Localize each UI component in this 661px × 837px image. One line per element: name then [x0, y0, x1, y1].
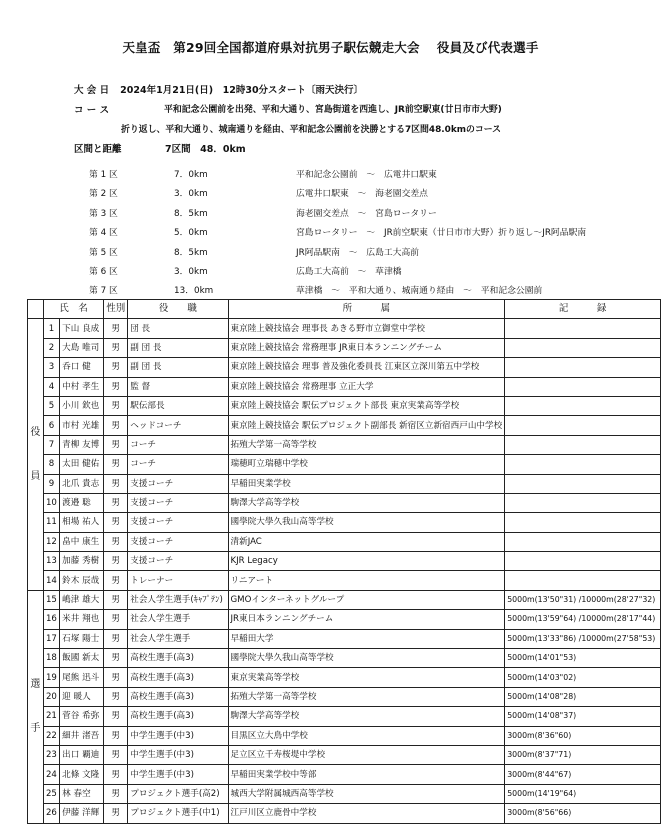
row-number: 15 — [43, 590, 59, 609]
table-row — [28, 319, 661, 338]
person-sex: 男 — [104, 707, 128, 726]
person-record — [505, 474, 661, 493]
table-row — [28, 513, 661, 532]
table-row — [28, 358, 661, 377]
section-name: 第 1 区 — [89, 170, 118, 180]
person-role: プロジェクト選手(高2) — [128, 784, 228, 803]
event-date-row — [74, 82, 363, 96]
table-row — [28, 629, 661, 648]
section-distance: 8．5km — [174, 247, 208, 258]
person-sex: 男 — [104, 513, 128, 532]
person-name: 飯國 新太 — [60, 649, 104, 668]
person-role: プロジェクト選手(中1) — [128, 804, 228, 823]
section-route: 宮島ロータリー ～ JR前空駅東（廿日市市大野）折り返し～JR阿品駅南 — [296, 228, 587, 239]
person-sex: 男 — [104, 784, 128, 803]
row-number: 22 — [43, 726, 59, 745]
person-affiliation: 江戸川区立鹿骨中学校 — [228, 804, 505, 823]
row-number: 21 — [43, 707, 59, 726]
section-route: JR阿品駅南 ～ 広島工大高前 — [296, 247, 420, 258]
roster-table — [27, 299, 661, 824]
person-role: トレーナー — [128, 571, 228, 590]
person-affiliation: 城西大学附属城西高等学校 — [228, 784, 505, 803]
person-sex: 男 — [104, 474, 128, 493]
person-name: 米井 翔也 — [60, 610, 104, 629]
row-number: 8 — [43, 455, 59, 474]
person-name: 鈴木 辰哉 — [60, 571, 104, 590]
person-role: 高校生選手(高3) — [128, 668, 228, 687]
header-role: 役 職 — [128, 300, 228, 319]
person-affiliation: 清新JAC — [228, 532, 505, 551]
person-sex: 男 — [104, 377, 128, 396]
row-number: 5 — [43, 396, 59, 415]
person-record — [505, 493, 661, 512]
row-number: 13 — [43, 552, 59, 571]
person-affiliation: 早稲田実業学校 — [228, 474, 505, 493]
person-sex: 男 — [104, 765, 128, 784]
person-record: 3000m(8'36"60) — [505, 726, 661, 745]
person-role: コーチ — [128, 455, 228, 474]
person-record: 5000m(14'01"53) — [505, 649, 661, 668]
table-row — [28, 435, 661, 454]
person-role: 監 督 — [128, 377, 228, 396]
person-affiliation: 拓殖大学第一高等学校 — [228, 435, 505, 454]
table-row — [28, 493, 661, 512]
person-role: 中学生選手(中3) — [128, 745, 228, 764]
person-sex: 男 — [104, 726, 128, 745]
person-role: コーチ — [128, 435, 228, 454]
section-distance: 5．0km — [174, 228, 208, 239]
person-record: 5000m(14'08"37) — [505, 707, 661, 726]
row-number: 6 — [43, 416, 59, 435]
person-sex: 男 — [104, 532, 128, 551]
person-affiliation: 早稲田大学 — [228, 629, 505, 648]
person-name: 林 春空 — [60, 784, 104, 803]
table-header-row — [28, 300, 661, 319]
table-row — [28, 338, 661, 357]
person-role: 副 団 長 — [128, 358, 228, 377]
person-affiliation: 東京陸上競技協会 常務理事 立正大学 — [228, 377, 505, 396]
header-record: 記 録 — [505, 300, 661, 319]
person-name: 嶋津 雄大 — [60, 590, 104, 609]
person-sex: 男 — [104, 668, 128, 687]
person-sex: 男 — [104, 338, 128, 357]
person-name: 太田 健佑 — [60, 455, 104, 474]
person-affiliation: 足立区立千寿桜堤中学校 — [228, 745, 505, 764]
person-role: 高校生選手(高3) — [128, 649, 228, 668]
table-row — [28, 726, 661, 745]
person-role: 支援コーチ — [128, 474, 228, 493]
person-role: 支援コーチ — [128, 552, 228, 571]
person-sex: 男 — [104, 804, 128, 823]
section-distance: 13．0km — [174, 286, 214, 297]
table-row — [28, 590, 661, 609]
table-row — [28, 707, 661, 726]
person-sex: 男 — [104, 610, 128, 629]
person-name: 大島 唯司 — [60, 338, 104, 357]
header-affiliation: 所 属 — [228, 300, 505, 319]
person-name: 渡邉 聡 — [60, 493, 104, 512]
section-route: 草津橋 ～ 平和大通り、城南通り経由 ～ 平和記念公園前 — [296, 286, 543, 297]
person-record — [505, 377, 661, 396]
section-route: 平和記念公園前 ～ 広電井口駅東 — [296, 170, 437, 180]
person-record: 5000m(13'33"86) /10000m(27'58"53) — [505, 629, 661, 648]
person-affiliation: 拓殖大学第一高等学校 — [228, 687, 505, 706]
person-affiliation: 東京陸上競技協会 常務理事 JR東日本ランニングチーム — [228, 338, 505, 357]
person-name: 下山 良成 — [60, 319, 104, 338]
row-number: 20 — [43, 687, 59, 706]
person-name: 出口 覇迪 — [60, 745, 104, 764]
section-name: 第 6 区 — [89, 267, 118, 277]
person-role: 支援コーチ — [128, 513, 228, 532]
person-role: 副 団 長 — [128, 338, 228, 357]
row-number: 23 — [43, 745, 59, 764]
person-sex: 男 — [104, 745, 128, 764]
section-name: 第 4 区 — [89, 228, 118, 239]
person-role: 社会人学生選手 — [128, 629, 228, 648]
person-record: 3000m(8'37"71) — [505, 745, 661, 764]
sections-label: 区間と距離 — [74, 144, 122, 155]
row-number: 26 — [43, 804, 59, 823]
person-affiliation: JR東日本ランニングチーム — [228, 610, 505, 629]
person-role: 支援コーチ — [128, 493, 228, 512]
row-number: 18 — [43, 649, 59, 668]
table-row — [28, 784, 661, 803]
course-label: コ ー ス — [74, 105, 110, 116]
person-name: 北條 文隆 — [60, 765, 104, 784]
person-role: 団 長 — [128, 319, 228, 338]
person-record: 3000m(8'56"66) — [505, 804, 661, 823]
table-row — [28, 804, 661, 823]
person-affiliation: 東京陸上競技協会 理事長 あきる野市立御堂中学校 — [228, 319, 505, 338]
table-row — [28, 745, 661, 764]
sections-total: 7区間 48．0km — [165, 144, 246, 155]
row-number: 4 — [43, 377, 59, 396]
person-record: 5000m(13'50"31) /10000m(28'27"32) — [505, 590, 661, 609]
person-role: ヘッドコーチ — [128, 416, 228, 435]
person-name: 尾熊 迅斗 — [60, 668, 104, 687]
header-name: 氏 名 — [43, 300, 104, 319]
person-sex: 男 — [104, 396, 128, 415]
row-number: 10 — [43, 493, 59, 512]
person-sex: 男 — [104, 435, 128, 454]
person-role: 支援コーチ — [128, 532, 228, 551]
person-record — [505, 552, 661, 571]
person-sex: 男 — [104, 493, 128, 512]
section-distance: 7．0km — [174, 170, 208, 180]
person-name: 市村 光雄 — [60, 416, 104, 435]
person-affiliation: 國學院大學久我山高等学校 — [228, 649, 505, 668]
person-affiliation: 東京陸上競技協会 駅伝プロジェクト副部長 新宿区立新宿西戸山中学校 — [228, 416, 505, 435]
table-row — [28, 571, 661, 590]
person-record — [505, 455, 661, 474]
officials-category: 役 員 — [28, 319, 44, 590]
person-record — [505, 532, 661, 551]
person-affiliation: 東京陸上競技協会 理事 普及強化委員長 江東区立深川第五中学校 — [228, 358, 505, 377]
person-role: 高校生選手(高3) — [128, 687, 228, 706]
row-number: 2 — [43, 338, 59, 357]
person-sex: 男 — [104, 358, 128, 377]
table-row — [28, 455, 661, 474]
person-name: 青柳 友博 — [60, 435, 104, 454]
person-name: 細井 渚吾 — [60, 726, 104, 745]
event-date-label: 大 会 日 — [74, 85, 110, 96]
row-number: 7 — [43, 435, 59, 454]
person-affiliation: 瑞穂町立瑞穂中学校 — [228, 455, 505, 474]
table-row — [28, 552, 661, 571]
person-name: 小川 欽也 — [60, 396, 104, 415]
section-route: 広電井口駅東 ～ 海老園交差点 — [296, 189, 428, 200]
players-category: 選 手 — [28, 590, 44, 823]
person-role: 中学生選手(中3) — [128, 726, 228, 745]
person-role: 高校生選手(高3) — [128, 707, 228, 726]
person-record — [505, 416, 661, 435]
person-name: 迎 暖人 — [60, 687, 104, 706]
person-affiliation: 駒澤大学高等学校 — [228, 707, 505, 726]
person-record: 5000m(14'03"02) — [505, 668, 661, 687]
person-sex: 男 — [104, 416, 128, 435]
person-record — [505, 319, 661, 338]
person-name: 加藤 秀樹 — [60, 552, 104, 571]
row-number: 25 — [43, 784, 59, 803]
section-distance: 3．0km — [174, 189, 208, 200]
row-number: 24 — [43, 765, 59, 784]
person-affiliation: 東京実業高等学校 — [228, 668, 505, 687]
person-name: 石塚 陽士 — [60, 629, 104, 648]
row-number: 16 — [43, 610, 59, 629]
row-number: 19 — [43, 668, 59, 687]
row-number: 14 — [43, 571, 59, 590]
person-record: 5000m(14'19"64) — [505, 784, 661, 803]
person-affiliation: KJR Legacy — [228, 552, 505, 571]
person-affiliation: GMOインターネットグループ — [228, 590, 505, 609]
person-sex: 男 — [104, 319, 128, 338]
person-sex: 男 — [104, 649, 128, 668]
person-affiliation: リニアート — [228, 571, 505, 590]
person-sex: 男 — [104, 455, 128, 474]
course-line-1: 平和記念公園前を出発、平和大通り、宮島街道を西進し、JR前空駅東(廿日市市大野) — [164, 105, 502, 115]
person-name: 呑口 健 — [60, 358, 104, 377]
row-number: 11 — [43, 513, 59, 532]
person-name: 伊藤 洋輝 — [60, 804, 104, 823]
section-name: 第 7 区 — [89, 286, 118, 297]
section-name: 第 2 区 — [89, 189, 118, 200]
person-name: 中村 孝生 — [60, 377, 104, 396]
person-role: 中学生選手(中3) — [128, 765, 228, 784]
table-row — [28, 610, 661, 629]
person-name: 菅谷 希弥 — [60, 707, 104, 726]
person-record — [505, 571, 661, 590]
table-row — [28, 532, 661, 551]
section-distance: 3．0km — [174, 267, 208, 277]
table-row — [28, 474, 661, 493]
person-sex: 男 — [104, 571, 128, 590]
person-record — [505, 338, 661, 357]
person-role: 社会人学生選手 — [128, 610, 228, 629]
person-record: 5000m(13'59"64) /10000m(28'17"44) — [505, 610, 661, 629]
section-route: 海老園交差点 ～ 宮島ロータリー — [296, 208, 437, 219]
person-role: 駅伝部長 — [128, 396, 228, 415]
row-number: 3 — [43, 358, 59, 377]
table-row — [28, 377, 661, 396]
person-record: 3000m(8'44"67) — [505, 765, 661, 784]
row-number: 1 — [43, 319, 59, 338]
person-affiliation: 目黒区立大鳥中学校 — [228, 726, 505, 745]
section-route: 広島工大高前 ～ 草津橋 — [296, 267, 402, 277]
table-row — [28, 765, 661, 784]
section-name: 第 5 区 — [89, 247, 118, 258]
person-affiliation: 東京陸上競技協会 駅伝プロジェクト部長 東京実業高等学校 — [228, 396, 505, 415]
person-affiliation: 早稲田実業学校中等部 — [228, 765, 505, 784]
person-affiliation: 駒澤大学高等学校 — [228, 493, 505, 512]
course-line-2: 折り返し、平和大通り、城南通りを経由、平和記念公園前を決勝とする7区間48.0kmのコース — [121, 125, 502, 135]
table-row — [28, 687, 661, 706]
person-record — [505, 358, 661, 377]
person-sex: 男 — [104, 552, 128, 571]
event-date-value: 2024年1月21日(日) 12時30分スタート〔雨天決行〕 — [120, 85, 364, 96]
header-sex: 性別 — [104, 300, 128, 319]
row-number: 9 — [43, 474, 59, 493]
table-row — [28, 396, 661, 415]
table-row — [28, 649, 661, 668]
person-record — [505, 396, 661, 415]
row-number: 17 — [43, 629, 59, 648]
header-category — [28, 300, 44, 319]
person-record — [505, 513, 661, 532]
row-number: 12 — [43, 532, 59, 551]
table-row — [28, 416, 661, 435]
table-row — [28, 668, 661, 687]
person-sex: 男 — [104, 590, 128, 609]
page-title: 天皇盃 第29回全国都道府県対抗男子駅伝競走大会 役員及び代表選手 — [122, 40, 539, 55]
section-distance: 8．5km — [174, 208, 208, 219]
section-name: 第 3 区 — [89, 208, 118, 219]
person-sex: 男 — [104, 687, 128, 706]
person-record — [505, 435, 661, 454]
person-record: 5000m(14'08"28) — [505, 687, 661, 706]
person-affiliation: 國學院大學久我山高等学校 — [228, 513, 505, 532]
person-role: 社会人学生選手(ｷｬﾌﾟﾃﾝ) — [128, 590, 228, 609]
person-sex: 男 — [104, 629, 128, 648]
person-name: 相場 祐人 — [60, 513, 104, 532]
person-name: 畠中 康生 — [60, 532, 104, 551]
person-name: 北爪 貴志 — [60, 474, 104, 493]
